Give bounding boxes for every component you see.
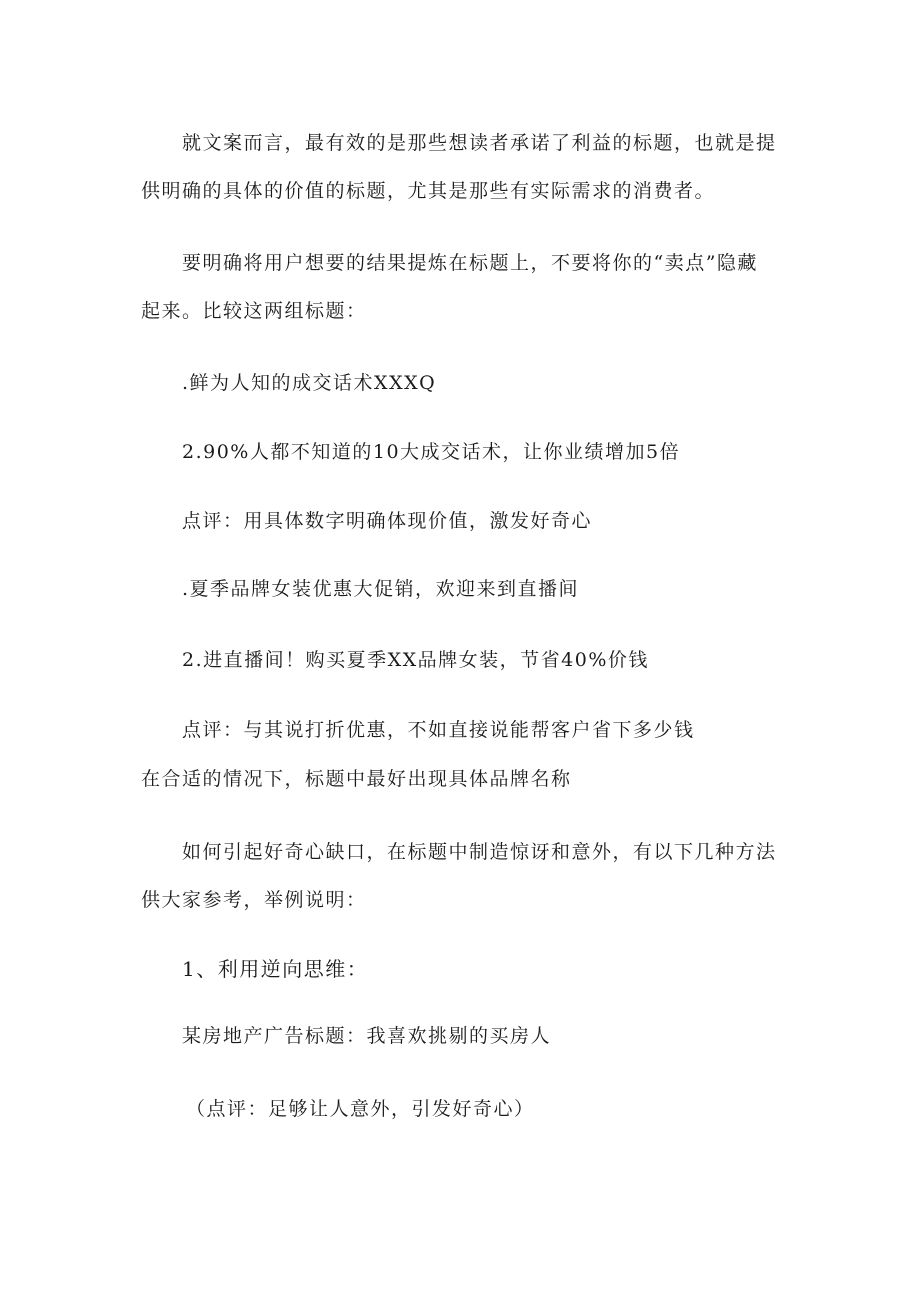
section-heading: 1、利用逆向思维： — [182, 957, 369, 981]
brand-note: 在合适的情况下，标题中最好出现具体品牌名称 — [141, 768, 572, 790]
paragraph-2-line-1: 要明确将用户想要的结果提炼在标题上，不要将你的“卖点”隐藏 — [182, 252, 758, 274]
example-title-2b: 2.进直播间！购买夏季XX品牌女装，节省40%价钱 — [182, 649, 649, 671]
example-title-1b: 2.90%人都不知道的10大成交话术，让你业绩增加5倍 — [182, 441, 681, 463]
comment-3: （点评：足够让人意外，引发好奇心） — [186, 1098, 535, 1120]
paragraph-1-line-2: 供明确的具体的价值的标题，尤其是那些有实际需求的消费者。 — [141, 180, 716, 202]
example-headline: 某房地产广告标题：我喜欢挑剔的买房人 — [182, 1025, 552, 1047]
paragraph-2-line-2: 起来。比较这两组标题： — [141, 300, 367, 322]
example-title-1a: .鲜为人知的成交话术XXXQ — [182, 372, 437, 394]
comment-1: 点评：用具体数字明确体现价值，激发好奇心 — [182, 510, 593, 532]
example-title-2a: .夏季品牌女装优惠大促销，欢迎来到直播间 — [182, 578, 580, 600]
paragraph-3-line-2: 供大家参考，举例说明： — [141, 889, 367, 911]
paragraph-3-line-1: 如何引起好奇心缺口，在标题中制造惊讶和意外，有以下几种方法 — [182, 841, 777, 863]
comment-2: 点评：与其说打折优惠，不如直接说能帮客户省下多少钱 — [182, 719, 695, 741]
paragraph-1-line-1: 就文案而言，最有效的是那些想读者承诺了利益的标题，也就是提 — [182, 132, 777, 154]
